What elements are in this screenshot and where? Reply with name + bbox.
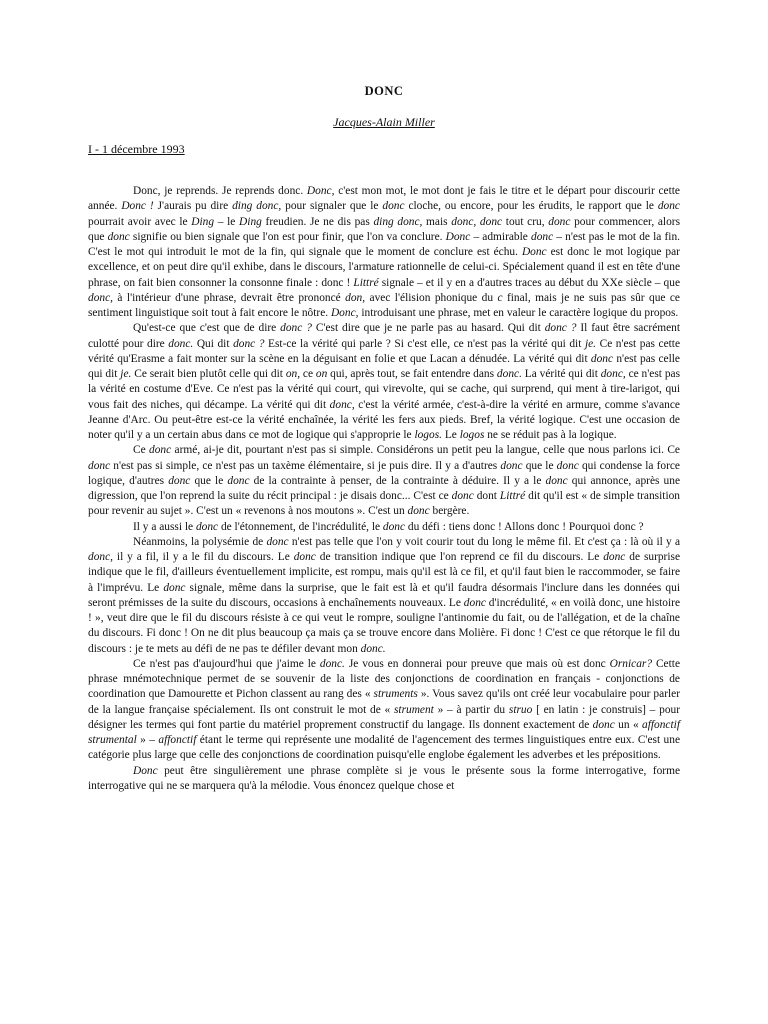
text-run: armé, ai-je dit, pourtant n'est pas si simple. Considérons un petit peu la langue, celle que nous parlons ici. Ce <box>171 444 680 457</box>
italic-run: donc. <box>496 368 522 380</box>
italic-run: donc <box>531 230 554 243</box>
text-run: tout cru, <box>502 215 549 228</box>
text-run: est donc le mot logique par excellence, et on peut dire qu'il exhibe, dans le discours, l'armature rationnelle de celui-ci. Spécialement quand il est en tête d'une phrase, on fait bien consonner la consonne finale : donc ! <box>88 246 680 289</box>
text-run: que le <box>190 474 228 487</box>
paragraph <box>88 657 680 764</box>
text-run: il y a fil, il y a le fil du discours. Le <box>113 551 294 563</box>
italic-run: donc <box>556 459 579 472</box>
italic-run: donc <box>163 581 186 594</box>
text-run: c'est mon mot, le mot dont je fais le titre et le départ pour discourir cette année. <box>88 185 680 213</box>
italic-run: Littré <box>353 276 379 289</box>
text-run: qui condense la force logique, d'autres <box>88 459 680 487</box>
italic-run: donc <box>603 551 626 563</box>
text-run: – n'est pas le mot de la fin. C'est le mot qui introduit le mot de la fin, qui signale que le moment de conclure est échu. <box>88 230 680 258</box>
italic-run: struo <box>508 703 533 716</box>
italic-run: logos. <box>414 429 442 441</box>
text-run: signale – et il y en a d'autres traces au début du XXe siècle – que <box>378 276 681 289</box>
italic-run: Littré <box>499 490 526 502</box>
italic-run: donc <box>149 444 172 457</box>
italic-run: strument <box>393 703 434 716</box>
text-run: qui, après tout, se fait entendre dans <box>327 368 497 380</box>
italic-run: donc <box>500 459 523 472</box>
text-run: n'est pas telle que l'on y voit courir tout du long le même fil. Et c'est ça : là où il y a <box>288 535 680 548</box>
text-run: un « <box>614 718 643 731</box>
italic-run: on <box>315 368 328 380</box>
text-run: ce n'est pas la vérité en costume d'Eve. Ce n'est pas la vérité qui court, qui virevolte, qui se cache, qui surprend, qui ment à tire-larigot, qui vous fait des niches, qui décampe. La vérité qui dit <box>88 368 681 411</box>
text-run: C'est dire que je ne parle pas au hasard. Qui dit <box>311 322 545 335</box>
text-run: peut être singulièrement une phrase complète si je vous le présente sous la forme interrogative, forme interrogative qui ne se marquera qu'à la mélodie. Vous énoncez quelque chose et <box>88 764 680 792</box>
paragraph <box>88 184 680 321</box>
text-run: ». Vous savez qu'ils ont créé leur vocabulaire pour parler de la langue française spécialement. Ils ont construit le mot de « <box>88 688 680 716</box>
paragraph <box>88 535 680 657</box>
italic-run: Ding <box>239 215 262 228</box>
text-run: Néanmoins, la polysémie de <box>133 535 267 548</box>
italic-run: Donc ! <box>121 200 154 213</box>
italic-run: Donc <box>521 246 547 258</box>
paragraph <box>88 321 680 443</box>
italic-run: donc ? <box>233 337 265 350</box>
text-run: freudien. Je ne dis pas <box>261 215 374 228</box>
italic-run: donc <box>195 520 219 533</box>
text-run: Ce n'est pas cette vérité qu'Erasme a fait monter sur la scène en la déguisant en folie et que Lacan a dénudée. La vérité qui dit <box>88 337 681 365</box>
italic-run: donc <box>382 520 406 533</box>
text-run: La vérité qui dit <box>521 368 601 380</box>
text-run: c'est la vérité armée, c'est-à-dire la vérité en armure, comme s'avance Jeanne d'Arc. Ou peut-être est-ce la vérité enchaînée, la vérité les fers aux pieds. Bref, la vérité logique. C'est une occasion de noter qu'il y a un certain abus dans ce mot de logique qui s'approprie le <box>88 398 680 441</box>
italic-run: Ding <box>191 215 215 228</box>
document-page <box>88 84 680 794</box>
text-run: Qu'est-ce que c'est que de dire <box>133 322 281 335</box>
text-run: pour signaler que le <box>281 200 383 213</box>
text-run: – le <box>214 215 240 228</box>
document-title: DONC <box>364 84 404 98</box>
italic-run: affonctif <box>158 734 197 746</box>
paragraph <box>88 764 680 795</box>
text-run: à l'intérieur d'une phrase, devrait être prononcé <box>113 291 346 304</box>
text-run: du défi : tiens donc ! Allons donc ! Pourquoi donc ? <box>405 520 644 533</box>
italic-run: affonctif strumental <box>88 718 680 746</box>
text-run: Cette phrase mnémotechnique permet de se souvenir de la liste des conjonctions de coordination en français - conjonctions de coordination que Damourette et Pichon classent au rang des « <box>88 657 680 701</box>
text-run: n'est pas si simple, ce n'est pas un taxème élémentaire, si je puis dire. Il y a d'autres <box>110 459 501 472</box>
document-author: Jacques-Alain Miller <box>333 115 435 129</box>
text-run: Est-ce la vérité qui parle ? Si c'est elle, ce n'est pas la vérité qui dit <box>264 337 585 350</box>
italic-run: logos <box>459 429 485 441</box>
italic-run: donc, <box>329 398 355 411</box>
italic-run: ding donc, <box>232 200 282 213</box>
text-run: pourrait avoir avec le <box>88 215 192 228</box>
italic-run: donc <box>548 215 571 228</box>
italic-run: donc <box>590 352 614 365</box>
italic-run: donc <box>382 200 405 213</box>
text-run: J'aurais pu dire <box>153 200 233 213</box>
session-date: I - 1 décembre 1993 <box>88 142 185 156</box>
text-run: [ en latin : je construis] – pour désigner les termes qui font partie du matériel proprement constructif du langage. Ils donnent exactement de <box>88 703 681 731</box>
paragraph <box>88 520 680 535</box>
text-run: n'est pas celle qui dit <box>88 352 680 380</box>
italic-run: donc, <box>600 368 626 380</box>
italic-run: donc ? <box>280 322 312 335</box>
text-run: cloche, ou encore, pour les érudits, le rapport que le <box>404 200 658 213</box>
italic-run: donc. <box>168 337 194 350</box>
italic-run: je. <box>584 337 597 350</box>
text-run: Il faut être sacrément culotté pour dire <box>88 322 681 350</box>
text-run: de la contrainte à penser, de la contrainte à déduire. Il y a le <box>249 474 546 487</box>
text-run: signifie ou bien signale que l'on est pour finir, que l'on va conclure. <box>129 230 446 243</box>
text-run: Ce <box>133 444 150 457</box>
text-run: introduisant une phrase, met en valeur le caractère logique du propos. <box>358 307 679 319</box>
italic-run: struments <box>373 688 418 701</box>
italic-run: donc <box>657 200 680 213</box>
text-run: » – <box>136 734 159 746</box>
text-run: dont <box>473 490 500 502</box>
text-run: étant le terme qui représente une modalité de l'agencement des termes linguistiques entre eux. C'est une catégorie plus large que celle des conjonctions de coordination puisqu'elle englobe également les adverbes et les prépositions. <box>88 734 681 762</box>
italic-run: don, <box>345 291 366 304</box>
text-run: bergère. <box>429 505 470 518</box>
italic-run: donc, <box>88 291 113 304</box>
text-run: d'incrédulité, « en voilà donc, une histoire ! », veut dire que le fil du discours résiste à ce qui veut le rompre, souligne l'antinomie du fait, ou de l'allégation, et de la chaîne du discours. Fi donc ! On ne dit plus beaucoup ça mais ça se trouve encore dans Molière. Fi donc ! C'est ce que rétorque le fil du discours : je te mets au défi de ne pas te défiler devant mon <box>88 596 681 655</box>
text-run: que le <box>522 459 557 472</box>
italic-run: donc <box>168 474 191 487</box>
text-run: pour commencer, alors que <box>88 215 681 243</box>
text-run: avec l'élision phonique du <box>365 291 498 304</box>
italic-run: Ornicar? <box>609 657 653 670</box>
italic-run: donc. <box>360 642 386 655</box>
text-run: – admirable <box>470 230 531 243</box>
italic-run: donc <box>227 474 250 487</box>
italic-run: donc, donc <box>451 215 503 228</box>
italic-run: Donc, <box>330 307 359 319</box>
italic-run: on, <box>285 368 301 380</box>
text-run: de transition indique que l'on reprend ce fil du discours. Le <box>315 551 604 563</box>
text-run: qui annonce, après une digression, que l'on reprend la suite du récit principal : je disais donc... C'est ce <box>88 474 680 502</box>
italic-run: donc <box>88 459 111 472</box>
paragraph <box>88 443 680 519</box>
text-run: de surprise indique que le fil, d'ailleurs éventuellement implicite, est rompu, mais qu'il est là ce fil, et qu'il faut bien le raccommoder, se faire à l'imprévu. Le <box>88 551 681 594</box>
text-run: mais <box>422 215 452 228</box>
text-run: Donc, je reprends. Je reprends donc. <box>133 185 307 197</box>
italic-run: donc <box>545 474 568 487</box>
italic-run: Donc <box>445 230 471 243</box>
italic-run: donc ? <box>544 322 577 335</box>
text-run: ce <box>300 368 316 380</box>
italic-run: Donc <box>133 764 158 777</box>
text-run: ne se réduit pas à la logique. <box>484 429 617 441</box>
italic-run: ding donc, <box>373 215 423 228</box>
document-body <box>88 184 680 794</box>
text-run: dit qu'il est « de simple transition pour revenir au sujet ». C'est un « revenons à nos moutons ». C'est un <box>88 490 680 518</box>
text-run: final, mais je ne suis pas sûr que ce sentiment linguistique soit tout à fait encore le nôtre. <box>88 291 680 319</box>
italic-run: Donc, <box>306 185 335 197</box>
text-run: signale, même dans la surprise, que le fait est là et qu'il faudra désormais l'inclure dans les données qui seront prémisses de la suite du discours, occasions à enchaînements nouveaux. Le <box>88 581 680 609</box>
text-run: Il y a aussi le <box>133 520 196 533</box>
italic-run: je. <box>120 368 132 380</box>
italic-run: donc. <box>319 657 345 670</box>
text-run: Ce serait bien plutôt celle qui dit <box>131 368 286 380</box>
text-run: Qui dit <box>193 337 234 350</box>
italic-run: donc <box>266 535 289 548</box>
text-run: » – à partir du <box>433 703 509 716</box>
italic-run: donc <box>107 230 130 243</box>
italic-run: donc <box>293 551 316 563</box>
text-run: Je vous en donnerai pour preuve que mais où est donc <box>344 657 610 670</box>
text-run: Le <box>441 429 460 441</box>
text-run: Ce n'est pas d'aujourd'hui que j'aime le <box>133 657 320 670</box>
italic-run: donc <box>592 718 615 731</box>
text-run: de l'étonnement, de l'incrédulité, le <box>218 520 383 533</box>
italic-run: donc, <box>88 551 113 563</box>
italic-run: c <box>497 291 503 304</box>
italic-run: donc <box>451 490 474 502</box>
italic-run: donc <box>407 505 430 518</box>
italic-run: donc <box>463 596 486 609</box>
